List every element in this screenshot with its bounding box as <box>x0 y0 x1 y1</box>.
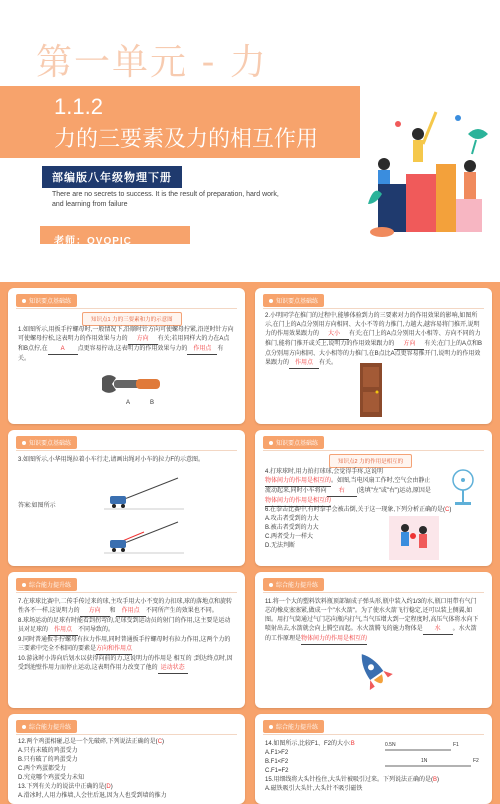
fan-icon <box>445 466 481 506</box>
card-tag: 知识要点基础练 <box>263 294 324 307</box>
card-tag: 知识要点基础练 <box>263 436 324 449</box>
scale-label-small: 0.5N <box>385 742 396 748</box>
divider <box>263 450 484 451</box>
card-tag: 综合能力提升练 <box>16 720 77 733</box>
point-a-label: A <box>126 400 131 406</box>
question-text: 12.两个鸡蛋相碰,总是一个先破碎,下列说法正确的是(C) A.只有未破的鸡蛋受力 B.只有破了的鸡蛋受力 C.两个鸡蛋都受力 D.究竟哪个鸡蛋受力未知 13.下列有关力的说法中正确的是(D) A.滑冰时,人用力推墙,人会往后退,因为人也受到墙的推力 <box>18 739 167 799</box>
card-tag: 知识要点基础练 <box>16 436 77 449</box>
card-tag: 综合能力提升练 <box>263 578 324 591</box>
cart-answer-icon <box>104 518 184 558</box>
question-text: 1.如图所示,用扳手拧螺母时,一般情况下,沿顺时针方向可使螺母拧紧,沿逆时针方向可使螺母拧松,这表明力的作用效果与力的 方向 有关;若用同样大的力在A点和B点拧,在 A 点更容易拧动,这表明力的作用效果与力的 作用点 有关。 <box>18 327 234 362</box>
people-illustration-icon <box>358 104 498 254</box>
question-text: 11.将一个大的塑料饮料瓶顶部锯成子弹头形,瓶中装入约1/3的水,瓶口用带有气门芯的橡皮塞塞紧,做成一个"水火箭"。为了使水火箭飞行稳定,还可以装上侧翼,如图。用打气筒通过气门芯向瓶内打气,当气压增大到一定程度时,高压气体将水向下喷射出去,水箭就会向上腾空而起。水火箭腾飞的施力物体是 水 。水火箭的工作原理是物体间力的作用是相互的 <box>265 598 482 645</box>
card-tag: 知识要点基础练 <box>16 294 77 307</box>
divider <box>16 308 237 309</box>
rocket-icon <box>355 648 395 698</box>
divider <box>263 734 484 735</box>
card-4 <box>255 430 492 566</box>
point-b-label: B <box>150 400 155 406</box>
card-8 <box>255 714 492 804</box>
question-text: 3.如图所示,小华用绳拉着小车行走,请画出绳对小车的拉力F的示意图。 <box>18 457 205 463</box>
card-6 <box>255 572 492 708</box>
card-3 <box>8 430 245 566</box>
divider <box>16 450 237 451</box>
f2-label: F2 <box>473 758 479 764</box>
question-text: 7.在球球比赛中,二传手传过来的球,主攻手用大小不变的力扣球,球的落地点和旋转性各不一样,这说明力的 方向 和 作用点 不同所产生的效果也不同。 8.球场运动的足球有时能看到拐弯的,足球受到运动员的射门的作用,这主要是运动员对足球的 作用点 不同导致的。 9.同时普通扳手拧螺母有拉力作用,同时普通扳手拧螺母时有拉力作用,这两个力的三要素中完全不相同的要素是方向和作用点 10.游泳时小涛向后划水以获得向前的力,这说明力的作用是 相互的 ;到达终点时,因受到池壁作用力而停止运动,这表明作用力改变了他的 运动状态 <box>18 598 235 674</box>
card-7 <box>8 714 245 804</box>
question-text: 4.打球球时,用力拍打球球,会觉得手疼,这说明物体间力的作用是相互的。如图,当电风扇工作时,空气会由静止流动起来,同时小车将向 右 (选填"左"或"右")运动,原因是物体间力的作用是相互的 <box>265 468 432 507</box>
unit-title: 第一单元 - 力 <box>36 42 268 83</box>
card-5 <box>8 572 245 708</box>
question-text: 2.小明同学在推门的过程中,能够体验到力的三要素对力的作用效果的影响,如图所示,在门上的A点分别用方向相同、大小不等的力推门,力越大,越容易将门推开,说明力的作用效果跟力的 大小 有关;在门上的A点分别用大小相等、方向不同的力推门,能将门推开或关上,说明力的作用效果跟力的 方向 有关;在门上的A点和B点分别用方向相同、大小相等的力推门,在B点比A点更容易推开门,说明力的作用效果跟力的 作用点 有关。 <box>265 312 482 369</box>
topic-pill: 知识点1 力的三要素和力的示意图 <box>82 312 182 326</box>
door-icon <box>359 362 383 418</box>
question-6-text: 6.在拳击比赛中,有时拳手会被击倒,关于这一现象,下列分析正确的是(C) A.攻击者受到的力大 B.被击者受到的力大 C.两者受力一样大 D.无法判断 <box>265 507 452 549</box>
answer-label: 答案:如图所示 <box>18 503 56 509</box>
scale-label-large: 1N <box>421 758 428 764</box>
lesson-title: 力的三要素及力的相互作用 <box>54 127 319 152</box>
cover-slide <box>0 0 500 282</box>
divider <box>16 734 237 735</box>
f1-label: F1 <box>453 742 459 748</box>
card-tag: 综合能力提升练 <box>16 578 77 591</box>
divider <box>263 308 484 309</box>
force-scale-icon <box>381 738 485 774</box>
question-text: 14.如图所示,比较F1、F2的大小:B A.F1>F2 B.F1<F2 C.F1=F2 15.用细线将大头针拴住,大头针被吸引过来。下列说法正确的是(B) A.磁铁吸引大头针,大头针不吸引磁铁 <box>265 741 440 792</box>
boxing-icon <box>389 516 439 560</box>
author-label: 老师：OVOPIC <box>54 236 132 247</box>
card-2 <box>255 288 492 424</box>
tagline: There are no secrets to success. It is the result of preparation, hard work, and learning from failure <box>52 191 279 208</box>
divider <box>263 592 484 593</box>
topic-pill: 知识点2 力的作用是相互的 <box>329 454 412 468</box>
wrench-icon <box>96 370 166 410</box>
card-1 <box>8 288 245 424</box>
card-tag: 综合能力提升练 <box>263 720 324 733</box>
lesson-number: 1.1.2 <box>54 94 103 119</box>
edition-badge: 部编版八年级物理下册 <box>42 166 182 188</box>
divider <box>16 592 237 593</box>
